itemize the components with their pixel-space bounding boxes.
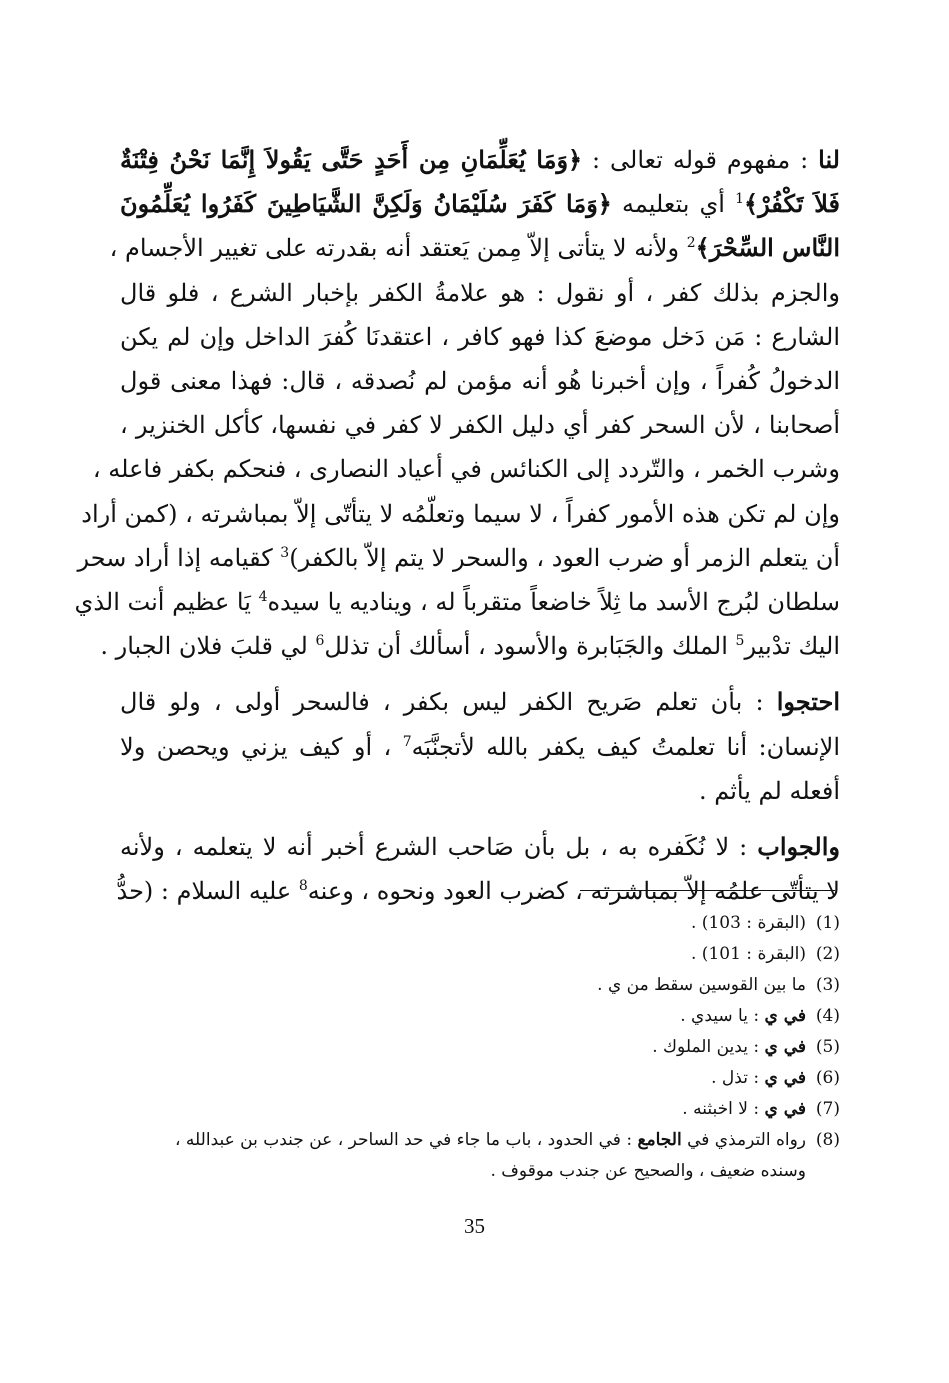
footnote-segment: : يدين الملوك . [652, 1037, 765, 1057]
text-line [120, 182, 840, 226]
footnote-number: (3) [815, 975, 840, 995]
footnote-item [150, 1063, 840, 1094]
text-segment: والجزم بذلك كفر ، أو نقول : هو علامةُ الكفر بإخبار الشرع ، فلو قال [120, 278, 840, 307]
text-line [120, 315, 840, 359]
text-segment: عليه السلام : (حدُّ [116, 877, 299, 906]
footnote-number: (5) [815, 1037, 840, 1057]
footnote-segment: في ي [764, 1068, 806, 1088]
footnote-segment: : لا اخبثنه . [682, 1099, 765, 1119]
text-line [120, 769, 840, 813]
footnote-number: (2) [815, 944, 840, 964]
footnote-text [150, 1125, 806, 1187]
footnote-segment: في ي [764, 1099, 806, 1119]
footnote-item [150, 1125, 840, 1187]
text-segment: الملك والجَبَابرة والأسود ، أسألك أن تذلل [324, 632, 736, 661]
text-line [100, 624, 840, 668]
footnote-item [150, 908, 840, 939]
footnote-item [150, 970, 840, 1001]
paragraph [116, 825, 840, 913]
quran-quote: النَّاس السِّحْرَ﴾ [695, 233, 840, 263]
text-segment: : مفهوم قوله تعالى : [582, 146, 819, 174]
main-text [74, 138, 841, 913]
footnote-ref: 2 [686, 235, 696, 252]
text-segment: أفعله لم يأثم . [699, 776, 840, 805]
footnote-segment: الجامع [637, 1130, 682, 1150]
footnote-number: (4) [815, 1006, 840, 1026]
text-segment: وإن لم تكن هذه الأمور كفراً ، لا سيما وتعلّمُه لا يتأتّى إلاّ بمباشرته ، (كمن أراد [81, 499, 840, 528]
quran-quote: فَلاَ تَكْفُرْ﴾ [744, 189, 841, 219]
text-line [120, 680, 840, 724]
footnote-text [150, 970, 806, 1001]
footnote-text [150, 908, 806, 939]
text-line [120, 359, 840, 403]
footnote-text [150, 1032, 806, 1063]
text-line [92, 447, 840, 491]
footnote-number: (7) [815, 1099, 840, 1119]
footnote-text [150, 1063, 806, 1094]
text-line [120, 138, 840, 182]
footnote-segment: (البقرة : 101) . [691, 944, 806, 964]
text-segment: الدخولُ كُفراً ، وإن أخبرنا هُو أنه مؤمن لم نُصدقه ، قال: فهذا معنى قول [120, 367, 840, 396]
text-line [120, 271, 840, 315]
footnote-item [150, 1032, 840, 1063]
footnote-segment: : في الحدود ، باب ما جاء في حد الساحر ، عن جندب بن عبدالله ، [175, 1130, 638, 1150]
text-segment: لا يتأتّى علمُه إلاّ بمباشرته ، كضرب العود ونحوه ، وعنه [307, 877, 840, 906]
text-segment: لي قلبَ فلان الجبار . [100, 632, 316, 661]
footnote-text [150, 1001, 806, 1032]
footnote-divider [580, 890, 835, 891]
footnote-ref: 1 [735, 191, 744, 208]
footnote-ref: 4 [258, 589, 268, 606]
text-line [120, 403, 840, 447]
footnote-item [150, 1001, 840, 1032]
footnote-ref: 3 [280, 544, 290, 561]
footnotes [150, 908, 840, 1187]
footnote-number: (1) [815, 913, 840, 933]
section-label: والجواب [757, 832, 840, 862]
text-line [120, 825, 840, 869]
footnote-ref: 7 [402, 733, 412, 750]
text-segment: يَا عظيم أنت الذي [74, 588, 259, 617]
text-line [109, 226, 840, 270]
footnote-number: (8) [815, 1130, 840, 1150]
footnote-ref: 6 [315, 633, 325, 650]
text-segment: أن يتعلم الزمر أو ضرب العود ، والسحر لا يتم إلاّ بالكفر) [289, 543, 840, 572]
footnote-segment: وسنده ضعيف ، والصحيح عن جندب موقوف . [490, 1161, 806, 1181]
footnote-item [150, 939, 840, 970]
text-line [116, 869, 840, 913]
text-segment: الشارع : مَن دَخل موضعَ كذا فهو كافر ، اعتقدنَا كُفرَ الداخل وإن لم يكن [120, 322, 840, 351]
footnote-text [150, 1094, 806, 1125]
text-line [81, 492, 840, 536]
text-line [77, 536, 840, 580]
paragraph [120, 680, 840, 813]
text-segment: : لا نُكَفره به ، بل بأن صَاحب الشرع أخبر أنه لا يتعلمه ، ولأنه [120, 833, 758, 862]
footnote-segment: في ي [764, 1006, 806, 1026]
text-line [74, 580, 840, 624]
footnote-item [150, 1094, 840, 1125]
footnote-segment: : يا سيدي . [680, 1006, 765, 1026]
footnote-ref: 5 [735, 633, 745, 650]
quran-quote: ﴿وَمَا كَفَرَ سُلَيْمَانُ وَلَكِنَّ الشَّيَاطِينَ كَفَرُوا يُعَلِّمُونَ [120, 189, 612, 219]
text-segment: أي بتعليمه [611, 190, 736, 219]
text-segment: سلطان لبُرج الأسد ما ثِلاً خاضعاً متقرباً له ، ويناديه يا سيده [267, 588, 840, 617]
text-segment: أصحابنا ، لأن السحر كفر أي دليل الكفر لا كفر في نفسها، كأكل الخنزير ، [120, 411, 840, 440]
footnote-ref: 8 [298, 878, 308, 895]
page-number: 35 [464, 1214, 485, 1238]
footnote-segment: : تذل . [711, 1068, 765, 1088]
section-label: احتجوا [776, 687, 841, 717]
text-segment: ولأنه لا يتأتى إلاّ مِمن يَعتقد أنه بقدرته على تغيير الأجسام ، [109, 234, 687, 263]
footnote-segment: رواه الترمذي في [681, 1130, 806, 1150]
quran-quote: ﴿وَمَا يُعَلِّمَانِ مِن أَحَدٍ حَتَّى يَقُولاَ إِنَّمَا نَحْنُ فِتْنَةٌ [120, 145, 583, 174]
text-segment: الإنسان: أنا تعلمتُ كيف يكفر بالله لأتجنَّبَه [411, 732, 841, 761]
footnote-text [150, 939, 806, 970]
footnote-number: (6) [815, 1068, 840, 1088]
text-segment: اليك تدْبير [744, 632, 840, 661]
footnote-segment: في ي [764, 1037, 806, 1057]
paragraph [74, 138, 841, 668]
footnote-segment: (البقرة : 103) . [691, 913, 806, 933]
footnote-segment: ما بين القوسين سقط من ي . [597, 975, 806, 995]
text-segment: وشرب الخمر ، والتّردد إلى الكنائس في أعياد النصارى ، فنحكم بكفر فاعله ، [92, 455, 840, 484]
text-segment: ، أو كيف يزني ويحصن ولا [120, 732, 403, 761]
text-line [120, 725, 840, 769]
text-segment: : بأن تعلم صَريح الكفر ليس بكفر ، فالسحر أولى ، ولو قال [120, 688, 777, 717]
section-label: لنا [818, 145, 840, 174]
text-segment: كقيامه إذا أراد سحر [77, 543, 281, 572]
